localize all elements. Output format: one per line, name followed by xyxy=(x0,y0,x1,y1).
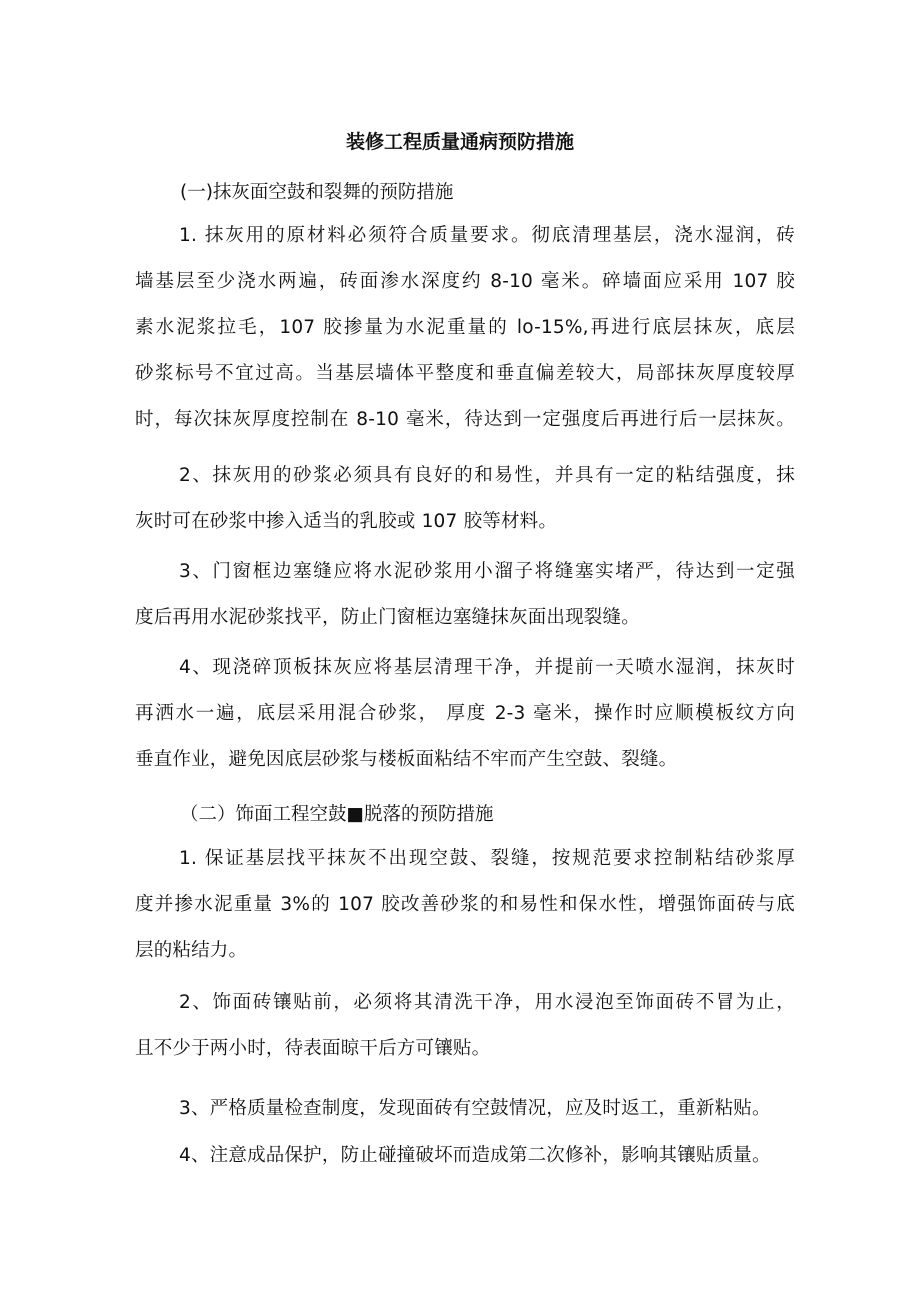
section-1-heading: (一)抹灰面空鼓和裂舞的预防措施 xyxy=(180,182,454,203)
section-2-heading: （二）饰面工程空鼓■脱落的预防措施 xyxy=(180,804,494,825)
paragraph-line: 2、抹灰用的砂浆必须具有良好的和易性，并具有一定的粘结强度，抹 xyxy=(179,465,795,486)
paragraph-line: 1. 抹灰用的原材料必须符合质量要求。彻底清理基层，浇水湿润，砖 xyxy=(179,225,795,246)
section-2-paragraph-4 xyxy=(135,1133,795,1179)
paragraph-line: 度并掺水泥重量 3%的 107 胶改善砂浆的和易性和保水性，增强饰面砖与底 xyxy=(135,894,795,915)
paragraph-line: 2、饰面砖镶贴前，必须将其清洗干净，用水浸泡至饰面砖不冒为止， xyxy=(179,992,795,1013)
section-2-paragraph-1 xyxy=(135,836,795,974)
paragraph-line: 再洒水一遍，底层采用混合砂浆， 厚度 2-3 毫米，操作时应顺模板纹方向 xyxy=(135,703,795,724)
paragraph-line: 4、现浇碎顶板抹灰应将基层清理干净，并提前一天喷水湿润，抹灰时 xyxy=(179,657,795,678)
paragraph-line: 墙基层至少浇水两遍，砖面渗水深度约 8-10 毫米。碎墙面应采用 107 胶 xyxy=(135,271,795,292)
paragraph-line: 1. 保证基层找平抹灰不出现空鼓、裂缝，按规范要求控制粘结砂浆厚 xyxy=(179,848,795,869)
document-title: 装修工程质量通病预防措施 xyxy=(345,131,574,153)
paragraph-line: 砂浆标号不宜过高。当基层墙体平整度和垂直偏差较大，局部抹灰厚度较厚 xyxy=(135,363,795,384)
section-2-paragraph-3 xyxy=(135,1086,795,1132)
paragraph-line: 素水泥浆拉毛，107 胶掺量为水泥重量的 lo-15%,再进行底层抹灰，底层 xyxy=(135,317,795,338)
section-1-paragraph-2 xyxy=(135,453,795,545)
paragraph-line: 时，每次抹灰厚度控制在 8-10 毫米，待达到一定强度后再进行后一层抹灰。 xyxy=(135,409,795,430)
section-1-paragraph-1 xyxy=(135,213,795,443)
paragraph-line: 灰时可在砂浆中掺入适当的乳胶或 107 胶等材料。 xyxy=(135,511,558,532)
section-1-paragraph-4 xyxy=(135,645,795,783)
section-2-paragraph-2 xyxy=(135,980,795,1072)
section-1-paragraph-3 xyxy=(135,549,795,641)
paragraph-line: 3、门窗框边塞缝应将水泥砂浆用小溜子将缝塞实堵严，待达到一定强 xyxy=(179,561,795,582)
paragraph-line: 度后再用水泥砂浆找平，防止门窗框边塞缝抹灰面出现裂缝。 xyxy=(135,607,640,628)
paragraph-line: 4、注意成品保护，防止碰撞破坏而造成第二次修补，影响其镶贴质量。 xyxy=(179,1145,771,1166)
paragraph-line: 3、严格质量检查制度，发现面砖有空鼓情况，应及时返工，重新粘贴。 xyxy=(179,1098,771,1119)
paragraph-line: 层的粘结力。 xyxy=(135,940,248,961)
paragraph-line: 且不少于两小时，待表面晾干后方可镶贴。 xyxy=(135,1038,491,1059)
paragraph-line: 垂直作业，避免因底层砂浆与楼板面粘结不牢而产生空鼓、裂缝。 xyxy=(135,749,678,770)
